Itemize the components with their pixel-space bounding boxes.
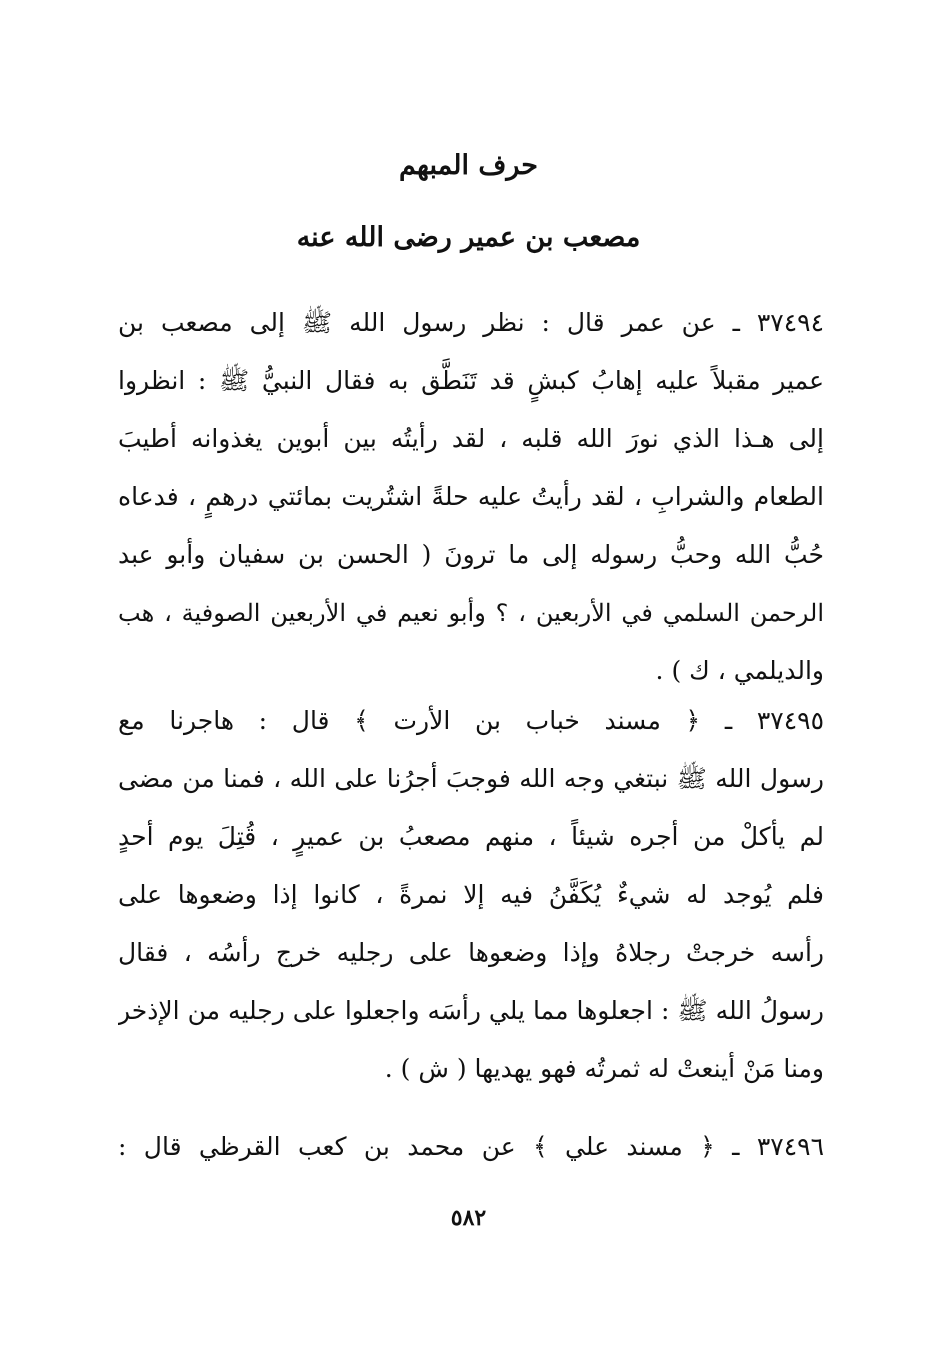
hadith-paragraph (118, 692, 824, 1098)
page-number: ٥٨٢ (450, 1205, 487, 1231)
hadith-paragraph (118, 1118, 824, 1176)
hadith-paragraph (118, 294, 824, 700)
text-line: والديلمي ، ك ) . (655, 656, 824, 685)
text-line: ومنا مَنْ أينعتْ له ثمرتُه فهو يهديها ( ش ) . (384, 1054, 824, 1083)
text-line: حُبُّ الله وحبُّ رسوله إلى ما ترونَ ( الحسن بن سفيان وأبو عبد (118, 540, 824, 569)
text-line: الرحمن السلمي في الأربعين ، ؟ وأبو نعيم في الأربعين الصوفية ، هب (118, 599, 824, 627)
text-line: إلى هـذا الذي نورَ الله قلبه ، لقد رأيتُه بين أبوين يغذوانه أطيبَ (118, 424, 824, 453)
text-line: لم يأكلْ من أجره شيئاً ، منهم مصعبُ بن عميرٍ ، قُتِلَ يوم أحدٍ (118, 822, 824, 851)
section-title: حرف المبهم (399, 150, 538, 181)
text-line: فلم يُوجد له شيءٌ يُكَفَّنُ فيه إلا نمرةً ، كانوا إذا وضعوها على (118, 880, 824, 909)
text-line: رأسه خرجتْ رجلاهُ وإذا وضعوها على رجليه خرج رأسُه ، فقال (118, 938, 824, 967)
chapter-title: مصعب بن عمير رضى الله عنه (296, 222, 641, 253)
text-line: عمير مقبلاً عليه إهابُ كبشٍ قد تَنَطَّق به فقال النبيُّ ﷺ : انظروا (118, 366, 824, 395)
text-line: رسولُ الله ﷺ : اجعلوها مما يلي رأسَه واجعلوا على رجليه من الإذخر (118, 996, 824, 1025)
text-line: ٣٧٤٩٥ ـ ﴿ مسند خباب بن الأرت ﴾ قال : هاجرنا مع (118, 706, 824, 735)
text-line: ٣٧٤٩٦ ـ ﴿ مسند علي ﴾ عن محمد بن كعب القرظي قال : (118, 1132, 824, 1161)
text-line: الطعام والشرابِ ، لقد رأيتُ عليه حلةً اشتُريت بمائتي درهمٍ ، فدعاه (118, 482, 824, 511)
text-line: رسول الله ﷺ نبتغي وجه الله فوجبَ أجرُنا على الله ، فمنا من مضى (118, 764, 824, 793)
text-line: ٣٧٤٩٤ ـ عن عمر قال : نظر رسول الله ﷺ إلى مصعب بن (118, 308, 824, 337)
